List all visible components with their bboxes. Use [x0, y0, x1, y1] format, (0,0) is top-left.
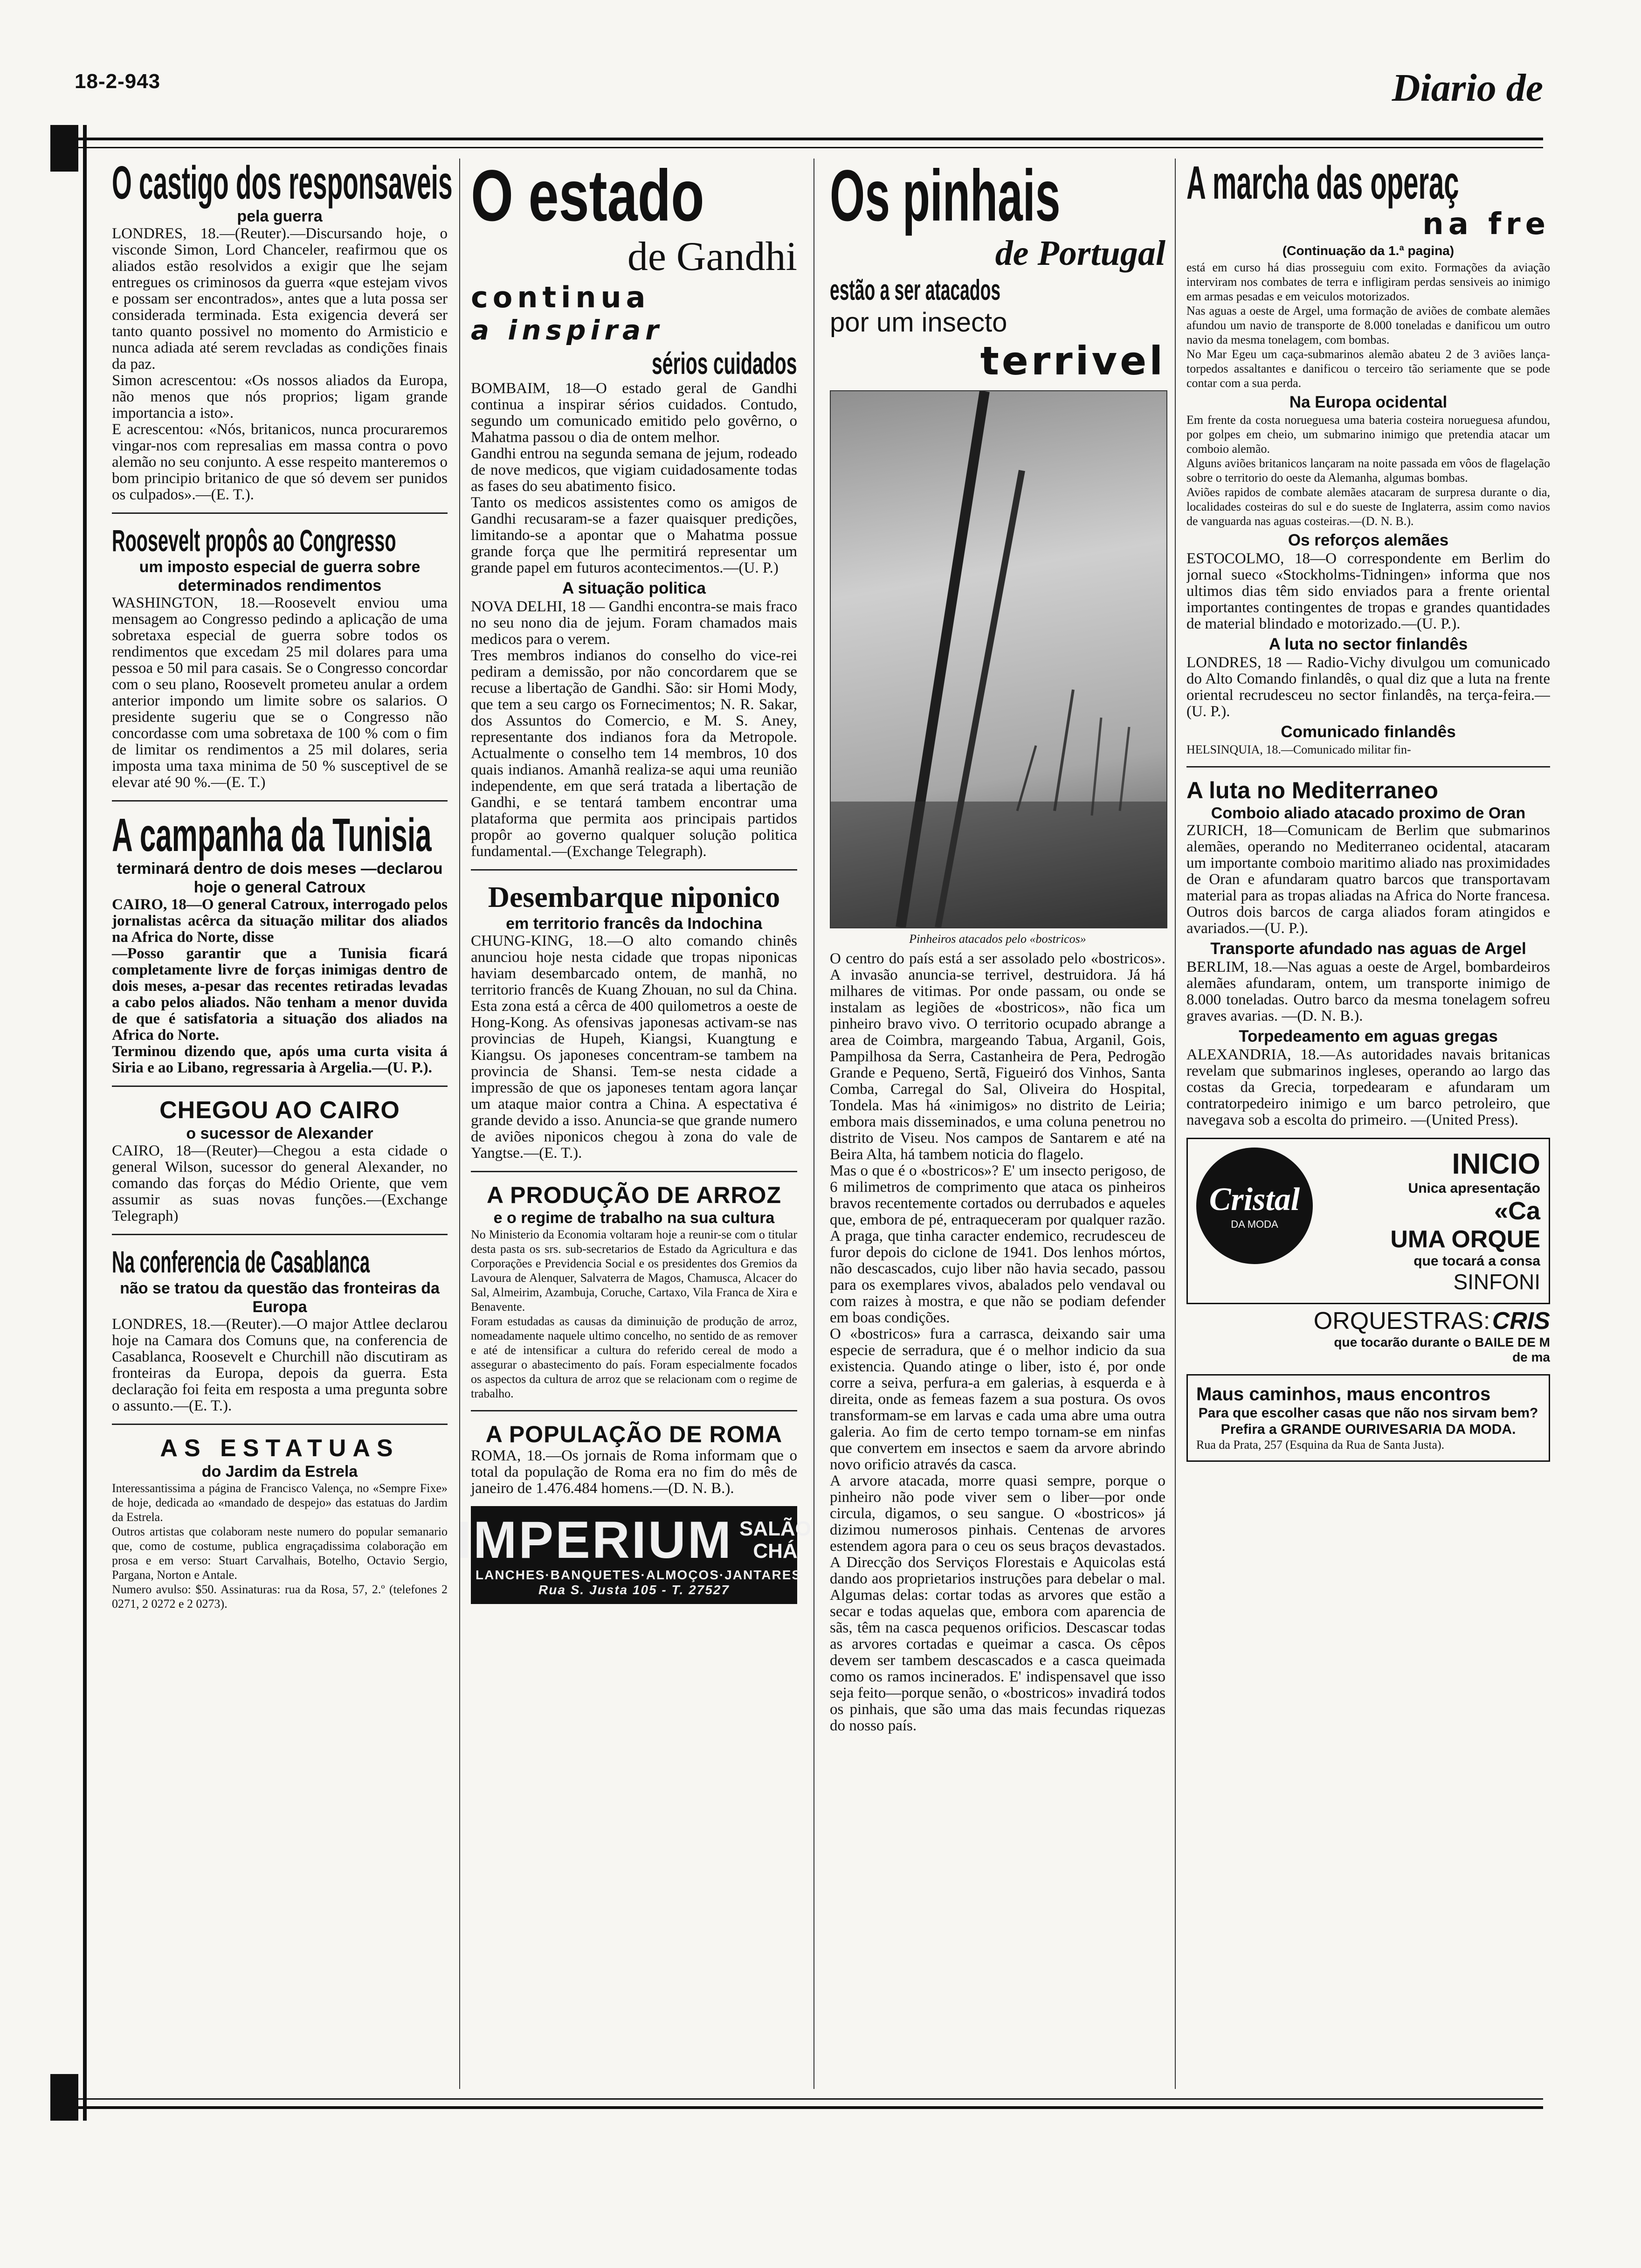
article-paragraph: CAIRO, 18—(Reuter)—Chegou a esta cidade o general Wilson, sucessor do general Alexander, no comando das forças do Médio Oriente, que vem assumir as suas novas funções.—(Exchange Telegraph) [112, 1142, 448, 1224]
article-divider [1186, 766, 1550, 768]
article-paragraph: A arvore atacada, morre quasi sempre, porque o pinheiro não pode viver sem o liber—por onde circula, digamos, o seu sangue. O «bostricos» já dizimou numerosos pinhais. Centenas de arvores estendem agora para o ceu os seus braços devastados. A Direcção dos Serviços Florestais e Aquicolas está dando aos proprietarios instruções para debelar o mal. Algumas delas: cortar todas as arvores que estão a secar e todas aquelas que, embora com aparencia de sãs, têm na casca pequenos orificios. Descascar todas as arvores cortadas e queimar a casca. Os cêpos devem ser tambem descascados e a casca queimada como os ramos incinerados. E' indispensavel que isso seja feito—porque senão, o «bostricos» invadirá todos os pinhais, que são uma das mais fecundas riquezas do nosso país. [830, 1473, 1165, 1734]
article-paragraph: Tres membros indianos do conselho do vice-rei pediram a demissão, por não concordarem que se recuse a libertação de Gandhi. São: sir Homi Mody, que tem a seu cargo os Fornecimentos; N. R. Sakar, dos Assuntos do Comercio, e M. S. Aney, representante dos indianos fora da Metropole. Actualmente o conselho tem 14 membros, 10 dos quais indianos. Amanhã realiza-se aqui uma reunião independente, em que será tratada a libertação de Gandhi, e se tentará tambem encontrar uma plataforma que permita aos principais partidos propôr ao governo qualquer solução politica fundamental.—(Exchange Telegraph). [471, 647, 797, 860]
subhead: um imposto especial de guerra sobre determinados rendimentos [139, 558, 421, 595]
headline-insecto: por um insecto [830, 307, 1007, 338]
headline-roosevelt: Roosevelt propôs ao Congresso [112, 523, 396, 558]
headline-tunisia: A campanha da Tunisia [112, 809, 432, 861]
ad-title: Maus caminhos, maus encontros [1196, 1384, 1491, 1404]
column-divider [459, 159, 460, 2089]
headline-atacados: estão a ser atacados [830, 274, 1001, 306]
ad-line: SINFONI [1453, 1270, 1540, 1294]
headline-frente: na fre [1422, 207, 1550, 242]
subhead: não se tratou da questão das fronteiras da Europa [120, 1279, 440, 1316]
subhead: e o regime de trabalho na sua cultura [493, 1209, 775, 1227]
headline-estado: O estado [471, 155, 704, 236]
ad-text-block [1320, 1148, 1540, 1294]
ad-orchestras [1186, 1307, 1550, 1365]
article-paragraph: Simon acrescentou: «Os nossos aliados da Europa, não menos que nós proprios; ligam grande importancia a isto». [112, 372, 448, 422]
article-paragraph: ZURICH, 18—Comunicam de Berlim que submarinos alemães, operando no Mediterraneo ocidental, atacaram um importante comboio maritimo aliado nas proximidades de Oran e afundaram quatro barcos que transportavam material para as tropas aliadas na Africa do Norte francesa. Outros dois barcos de carga aliados foram atingidos e avariados.—(U. P.). [1186, 822, 1550, 937]
issue-date: 18-2-943 [75, 70, 161, 93]
article-paragraph: Interessantissima a página de Francisco Valença, no «Sempre Fixe» de hoje, dedicada ao «mandado de despejo» das estatuas do Jardim da Estrela. [112, 1481, 448, 1524]
article-divider [112, 1424, 448, 1425]
cristal-advertisement [1186, 1138, 1550, 1304]
section-head: Comunicado finlandês [1281, 723, 1456, 741]
margin-block [50, 125, 78, 172]
article-paragraph: —Posso garantir que a Tunisia ficará completamente livre de forças inimigas dentro de dois meses, a-pesar das recentes retiradas levadas a cabo pelos aliados. Não tenham a menor duvida de que é satisfatoria a situação dos aliados na Africa do Norte. [112, 945, 448, 1044]
section-head: A situação politica [562, 579, 706, 597]
column-divider [1175, 159, 1176, 2089]
article-paragraph: CAIRO, 18—O general Catroux, interrogado pelos jornalistas acêrca da situação militar dos aliados na Africa do Norte, disse [112, 896, 448, 946]
article-paragraph: LONDRES, 18 — Radio-Vichy divulgou um comunicado do Alto Comando finlandês, o qual diz que a luta na frente oriental recrudesceu no sector finlandês, na terça-feira.—(U. P.). [1186, 654, 1550, 720]
article-paragraph: WASHINGTON, 18.—Roosevelt enviou uma mensagem ao Congresso pedindo a aplicação de uma sobretaxa especial de guerra sobre todos os rendimentos que excedam 25 mil dolares para uma pessoa e 50 mil para casais. Se o Congresso concordar com o seu plano, Roosevelt prometeu anular a ordem anterior impondo um limite sobre os salarios. O presidente sugeriu que se o Congresso não concordasse com uma sobretaxa de 100 % com o fim de limitar os rendimentos a 25 mil dolares, seria imposta uma taxa minima de 50 % susceptivel de se elevar até 90 %.—(E. T.) [112, 595, 448, 791]
article-paragraph: Terminou dizendo que, após uma curta visita á Siria e ao Libano, regressaria à Argelia.—(U. P.). [112, 1043, 448, 1076]
column-1 [112, 157, 453, 1611]
ad-line: CRIS [1492, 1307, 1550, 1335]
headline-cuidados: sérios cuidados [652, 346, 797, 380]
article-paragraph: Alguns aviões britanicos lançaram na noite passada em vôos de flagelação sobre o territorio do oeste da Alemanha, algumas bombas. [1186, 456, 1550, 484]
subhead: terminará dentro de dois meses —declarou hoje o general Catroux [117, 860, 443, 896]
section-head: Transporte afundado nas aguas de Argel [1210, 940, 1526, 958]
ad-line: ORQUESTRAS: [1313, 1307, 1490, 1335]
article-paragraph: Tanto os medicos assistentes como os amigos de Gandhi recusaram-se a fazer quaisquer predições, limitando-se a apontar que o Mahatma possue grande força que lhe permitirá representar um grande papel em futuros acontecimentos.—(U. P.) [471, 494, 797, 576]
headline-casablanca: Na conferencia de Casablanca [112, 1245, 370, 1279]
article-paragraph: CHUNG-KING, 18.—O alto comando chinês anunciou hoje nesta cidade que tropas niponicas haviam desembarcado ontem, de manhã, no territorio francês de Kuang Zhouan, no sul da China. Esta zona está a cêrca de 400 quilometros a oeste de Hong-Kong. As ofensivas japonesas activam-se nas provincias de Hupeh, Kiangsi, Kuangtung e Kiangsu. Os japoneses concentram-se tambem na provincia de Shansi. Tem-se nesta cidade a impressão de que os japoneses tentam agora lançar um ataque maior contra a China. A espectativa é grande devido a isso. Anuncia-se que grande numero de aviões niponicos chegou à zona do vale de Yangtse.—(E. T.). [471, 933, 797, 1162]
margin-block [50, 2074, 78, 2121]
section-head: A luta no sector finlandês [1269, 635, 1468, 653]
headline-desembarque: Desembarque niponico [488, 880, 780, 913]
article-paragraph: HELSINQUIA, 18.—Comunicado militar fin- [1186, 743, 1411, 756]
subhead: Comboio aliado atacado proximo de Oran [1211, 804, 1526, 822]
headline-inspirar: a inspirar [471, 314, 663, 346]
column-3 [830, 155, 1165, 1734]
ad-side-text: CHÁ [753, 1540, 798, 1563]
imperium-advertisement [457, 1506, 811, 1604]
article-paragraph: O centro do país está a ser assolado pelo «bostricos». A invasão anuncia-se terrivel, destruidora. Já há milhares de vitimas. Por onde passam, ou onde se instalam as legiões de «bostricos», não fica um pinheiro bravo vivo. O territorio ocupado abrange a area de Coimbra, margeando Tabua, Arganil, Gois, Pampilhosa da Serra, Castanheira de Pera, Pedrogão Grande e Pequeno, Sertã, Figueiró dos Vinhos, Santa Comba, Carregal do Sal, Oliveira do Hospital, Tondela. Mas há «inimigos» no distrito de Leiria; embora mais disseminados, e uma coluna penetrou no distrito de Viseu. Nos campos de Santarem e até na Beira Alta, há tambem noticia do flagelo. [830, 950, 1165, 1163]
ad-address: Rua S. Justa 105 - T. 27527 [538, 1583, 730, 1597]
logo-text: Cristal [1209, 1182, 1300, 1217]
headline-cairo: CHEGOU AO CAIRO [159, 1097, 400, 1124]
article-paragraph: Gandhi entrou na segunda semana de jejum, rodeado de nove medicos, que vigiam cuidadosamente todas as fases do seu abatimento fisico. [471, 445, 797, 495]
headline-marcha: A marcha das operaç [1186, 159, 1459, 209]
article-paragraph: Outros artistas que colaboram neste numero do popular semanario que, como de costume, publica engraçadissima colaboração em prosa e em verso: Stuart Carvalhais, Botelho, Octavio Sergio, Pargana, Norton e Antale. [112, 1525, 448, 1582]
ad-brand: IMPERIUM [457, 1511, 733, 1569]
article-paragraph: Em frente da costa norueguesa uma bateria costeira norueguesa afundou, por golpes em cheio, um submarino inimigo que pretendia atacar um comboio alemão. [1186, 413, 1550, 456]
subhead: o sucessor de Alexander [186, 1125, 373, 1142]
article-paragraph: LONDRES, 18.—(Reuter).—Discursando hoje, o visconde Simon, Lord Chanceler, reafirmou que os aliados estão resolvidos a exigir que lhe sejam entregues os criminosos da guerra «que estejam vivos e possam ser encontrados», antes que a luta possa ser considerada terminada. Esta exigencia deverá ser tanto quanto possivel no momento do Armisticio e nunca adiada até serem revcladas as condições finais da paz. [112, 225, 448, 373]
headline-continua: continua [471, 280, 650, 314]
article-paragraph: está em curso há dias prosseguiu com exito. Formações da aviação interviram nos combates de terra e infligiram perdas sensiveis ao inimigo em armas pesadas e em veiculos motorizados. [1186, 261, 1550, 303]
article-divider [112, 1234, 448, 1235]
article-paragraph: E acrescentou: «Nós, britanicos, nunca procuraremos vingar-nos com represalias em massa contra o povo alemão no seu conjunto. A esse respeito manteremos o bom principio britanico de que só devem ser punidos os culpados».—(E. T.). [112, 421, 448, 503]
headline-arroz: A PRODUÇÃO DE ARROZ [487, 1182, 781, 1208]
headline-mediterraneo: A luta no Mediterraneo [1186, 777, 1438, 803]
ad-line: «Ca [1494, 1197, 1540, 1225]
headline-pinhais: Os pinhais [830, 155, 1061, 236]
headline-estatuas: AS ESTATUAS [160, 1435, 400, 1462]
article-paragraph: Mas o que é o «bostricos»? E' um insecto perigoso, de 6 milimetros de comprimento que ataca os pinheiros bravos recentemente cortados ou derrubados e aqueles que, embora de pé, entraqueceram por qualquer razão. A praga, que tinha caracter endemico, recrudesceu de furor depois do ciclone de 1941. Dos lenhos mórtos, não descascados, cujo liber não havia secado, passou para os exemplares vivos, abalados pelo vendaval ou com raizes à mostra, e que não se podiam defender em boas condições. [830, 1162, 1165, 1326]
article-divider [112, 1086, 448, 1087]
headline-terrivel: terrivel [980, 338, 1165, 384]
bottom-rule [51, 2098, 1543, 2109]
article-paragraph: LONDRES, 18.—(Reuter).—O major Attlee declarou hoje na Camara dos Comuns que, na conferencia de Casablanca, Roosevelt e Churchill não discutiram as fronteiras da Europa, depois da guerra. Esta declaração foi feita em resposta a uma pregunta sobre o assunto.—(E. T.). [112, 1316, 448, 1414]
article-paragraph: O «bostricos» fura a carrasca, deixando sair uma especie de serradura, que é o melhor indicio da sua existencia. Quando atinge o liber, isto é, por onde corre a seiva, perfura-a em galerias, à esquerda e à direita, onde as femeas fazem a sua postura. Os ovos transformam-se em larvas e cada uma abre uma outra galeria. Ao fim de certo tempo tornam-se em ninfas que convertem em insectos e saem da arvore abrindo novo orificio através da casca. [830, 1326, 1165, 1473]
headline-roma: A POPULAÇÃO DE ROMA [485, 1421, 783, 1447]
subhead: do Jardim da Estrela [201, 1463, 358, 1480]
ad-services: LANCHES·BANQUETES·ALMOÇOS·JANTARES [476, 1568, 802, 1582]
ourivesaria-advertisement [1186, 1374, 1550, 1462]
article-paragraph: NOVA DELHI, 18 — Gandhi encontra-se mais fraco no seu nono dia de jejum. Foram chamados mais medicos para o verem. [471, 598, 797, 648]
ad-address: Rua da Prata, 257 (Esquina da Rua de Santa Justa). [1196, 1438, 1445, 1452]
article-paragraph: ESTOCOLMO, 18—O correspondente em Berlim do jornal sueco «Stockholms-Tidningen» informa que nos ultimos dias têm sido enviados para a frente oriental importantes contingentes de tropas e grandes quantidades de material blindado e motorizado.—(U. P.). [1186, 550, 1550, 632]
ad-line: UMA ORQUE [1390, 1226, 1540, 1253]
article-paragraph: No Mar Egeu um caça-submarinos alemão abateu 2 de 3 aviões lança-torpedos assaltantes e danificou o terceiro tão seriamente que se pode contar com a sua perda. [1186, 347, 1550, 390]
article-divider [471, 1171, 797, 1172]
article-divider [112, 512, 448, 514]
masthead-title: Diario de [1392, 66, 1543, 110]
photo-caption: Pinheiros atacados pelo «bostricos» [909, 932, 1086, 946]
section-head: Torpedeamento em aguas gregas [1239, 1027, 1498, 1045]
article-divider [471, 869, 797, 871]
column-4 [1186, 159, 1550, 1462]
article-paragraph: Foram estudadas as causas da diminuição de produção de arroz, nomeadamente naquele ultimo concelho, no sentido de as remover e até de intensificar a cultura do referido cereal de modo a assegurar o abastecimento do país. Foram especialmente focados os aspectos da cultura de arroz que se relacionam com o regime de trabalho. [471, 1314, 797, 1400]
ad-body: Para que escolher casas que não nos sirvam bem? Prefira a GRANDE OURIVESARIA DA MODA. [1198, 1405, 1538, 1437]
article-paragraph: Nas aguas a oeste de Argel, uma formação de aviões de combate alemães afundou um navio de transporte de 8.000 toneladas e danificou um outro navio da mesma tonelagem, com bombas. [1186, 304, 1550, 346]
article-divider [112, 800, 448, 802]
ad-line: que tocarão durante o BAILE DE M [1334, 1335, 1550, 1349]
continuation-note: (Continuação da 1.ª pagina) [1282, 243, 1455, 258]
article-paragraph: ROMA, 18.—Os jornais de Roma informam que o total da população de Roma era no fim do mês de janeiro de 1.476.484 homens.—(D. N. B.). [471, 1447, 797, 1497]
headline-gandhi: de Gandhi [627, 234, 797, 279]
pine-trees-illustration [831, 391, 1166, 927]
subhead: pela guerra [237, 207, 323, 225]
headline-portugal: de Portugal [995, 234, 1165, 273]
article-paragraph: Aviões rapidos de combate alemães atacaram de surpresa durante o dia, localidades costeiras do sul e do sueste de Inglaterra, assim como navios de vanguarda nas aguas costeiras.—(D. N. B.). [1186, 485, 1550, 528]
logo-subtext: DA MODA [1231, 1218, 1278, 1230]
section-head: Os reforços alemães [1288, 531, 1449, 549]
headline-castigo: O castigo dos responsaveis [112, 157, 453, 209]
subhead: em territorio francês da Indochina [506, 915, 762, 933]
top-rule [51, 138, 1543, 148]
section-head: Na Europa ocidental [1289, 393, 1448, 411]
article-paragraph: BOMBAIM, 18—O estado geral de Gandhi continua a inspirar sérios cuidados. Contudo, segundo um comunicado emitido pelo govêrno, o Mahatma passou o dia de ontem melhor. [471, 380, 797, 446]
pine-forest-photo [830, 390, 1167, 928]
ad-side-text: SALÃO [739, 1517, 811, 1540]
article-paragraph: No Ministerio da Economia voltaram hoje a reunir-se com o titular desta pasta os srs. sub-secretarios de Estado da Agricultura e das Corporações e Previdencia Social e os presidentes dos Gremios da Lavoura de Alenquer, Salvaterra de Magos, Chamusca, Alcacer do Sal, Almeirim, Azambuja, Coruche, Cartaxo, Vila Franca de Xira e Benavente. [471, 1228, 797, 1314]
ad-line: INICIO [1452, 1148, 1540, 1180]
ad-line: de ma [1512, 1350, 1550, 1364]
column-2 [457, 155, 811, 1604]
article-divider [471, 1410, 797, 1411]
left-margin-bar [50, 125, 87, 2121]
article-paragraph: Numero avulso: $50. Assinaturas: rua da Rosa, 57, 2.º (telefones 2 0271, 2 0272 e 2 0273). [112, 1583, 448, 1611]
ad-line: Unica apresentação [1408, 1181, 1540, 1196]
article-paragraph: ALEXANDRIA, 18.—As autoridades navais britanicas revelam que submarinos ingleses, operando ao largo das costas da Grecia, torpedearam e afundaram um contratorpedeiro inimigo e um barco petroleiro, que navegava sob a escolta do primeiro. —(United Press). [1186, 1046, 1550, 1128]
cristal-logo [1196, 1148, 1313, 1264]
article-paragraph: BERLIM, 18.—Nas aguas a oeste de Argel, bombardeiros alemães afundaram, ontem, um transporte inimigo de 8.000 toneladas. Outro barco da mesma tonelagem sofreu graves avarias. —(D. N. B.). [1186, 959, 1550, 1024]
ad-line: que tocará a consa [1413, 1253, 1540, 1269]
